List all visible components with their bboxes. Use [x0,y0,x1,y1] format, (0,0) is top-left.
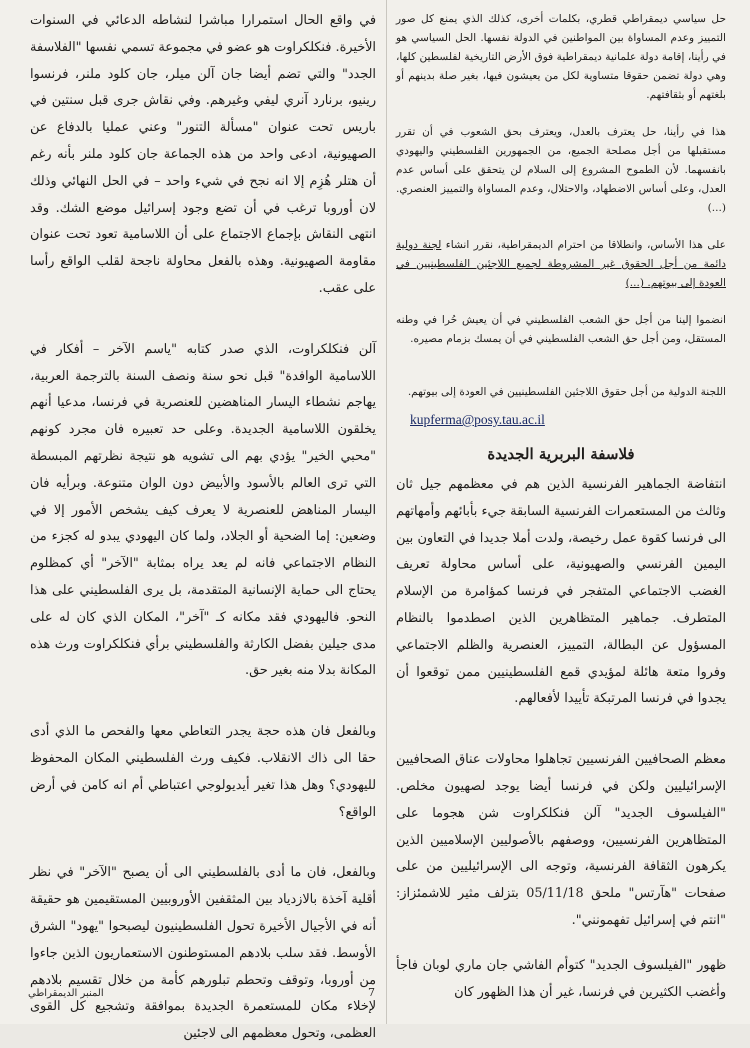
section-heading: فلاسفة البربرية الجديدة [487,445,635,463]
page-number: 7 [368,986,375,999]
left-paragraph-4: وبالفعل، فان ما أدى بالفلسطيني الى أن يصبح "الآخر" في نظر أقلية آخذة بالازدياد بين المثقفين الأوروبيين المستقيمين هو حقيقة أنه في الأجيال الأخيرة تحول الفلسطينيون ليصبحوا "يهود" الشرق الأوسط. فقد سلب بلادهم المستوطنون الاستعماريون الذين جاءوا من أوروبا، وتوقف وتحطم تبلورهم كأمة من خلال تقسيم بلادهم لإخلاء مكان للمستعمرة الجديدة بموافقة وتشجيع كل القوى العظمى، وتحول معظمهم الى لاجئين [30,865,376,1042]
left-paragraph-3: وبالفعل فان هذه حجة يجدر التعاطي معها والفحص ما الذي أدى حقا الى ذاك الانقلاب. فكيف ورث الفلسطيني المكان المحفوظ لليهودي؟ وهل هذا تغير أيديولوجي اعتباطي أم انه كامن في أرض الواقع؟ [30,724,376,820]
left-paragraph-2: آلن فنكلكراوت، الذي صدر كتابه "ياسم الآخر – أفكار في اللاسامية الوافدة" قبل نحو سنة ونصف السنة بالترجمة العربية، يهاجم نشطاء اليسار المناهضين للعنصرية في فرنسا، مدعيا أنهم يخلقون اللاسامية الجديدة. وعلى حد تعبيره فان مجرد كونهم "محبي الخير" يؤدي بهم الى تشويه هو نتيجة نظرتهم المبسطة التي ترى العالم بالأسود والأبيض دون الوان متنوعة. وبرأيه فان اليسار المناهض للعنصرية لا يعرف كيف يشخص الأمور إلا في وضعين: إما الضحية أو الجلاد، ولما كان اليهودي يبدو له كجزء من النظام الاجتماعي فانه لم يعد يراه بمثابة "الآخر" أي كمظلوم يحتاج الى حماية الإنسانية المتقدمة، بل يرى الفلسطيني على هذا النحو. فاليهودي فقد مكانه كـ "آخر"، المكان الذي كان له على مدى جيلين بفضل الكارثة والفلسطيني برأي فنكلكراوت ورث هذه المكانة بدلا منه بغير حق. [30,341,376,679]
right-paragraph-6: انتفاضة الجماهير الفرنسية الذين هم في معظمهم جيل ثان وثالث من المستعمرات الفرنسية السابقة جيء بأبائهم وأمهاتهم الى فرنسا كقوة عمل رخيصة، ولدت أملا جديدا في التعاون بين اليمين الفرنسي والصهيونية، على أساس محاولة تعريف الغضب الاجتماعي المتفجر في فرنسا كمؤامرة من الإسلام المتطرف. جماهير المتظاهرين الذين اصطدموا بالنظام المسؤول عن البطالة، التمييز، العنصرية والظلم الاجتماعي وفروا متعة هائلة لمؤيدي قمع الفلسطينيين ممن توقعوا أن يجدوا في فرنسا المرتبكة تأييدا لأفعالهم. [396,477,726,707]
right-paragraph-1: حل سياسي ديمقراطي قطري، بكلمات أخرى، كذلك الذي يمنع كل صور التمييز وعدم المساواة بين المواطنين في الدولة نفسها. الحل السياسي هو في رأينا، إقامة دولة علمانية ديمقراطية فوق الأرض التاريخية لفلسطين كلها، وهي دولة تضمن حقوقا متساوية لكل من يعيشون فيها، بغير صلة بدينهم أو بلغتهم أو بثقافتهم. [396,13,726,101]
right-paragraph-3-lead: على هذا الأساس، وانطلاقا من احترام الديمقراطية، نقرر انشاء [445,239,727,251]
right-paragraph-2: هذا في رأينا، حل يعترف بالعدل، ويعترف بحق الشعوب في أن تقرر مستقبلها من أجل مصلحة الجميع، من الجمهورين الفلسطيني واليهودي بانفسهما. لأن الطموح المشروع إلى السلام لن يتحقق على أساس عدم العدل، وعلى أساس الاضطهاد، والاحتلال، وعدم المساواة والتمييز العنصري. (...) [396,126,726,214]
left-paragraph-1: في واقع الحال استمرارا مباشرا لنشاطه الدعائي في السنوات الأخيرة. فنكلكراوت هو عضو في مجموعة تسمي نفسها "الفلاسفة الجدد" والتي تضم أيضا جان آلن ميلر، جان كلود ملنر، فرنسوا رينيو، برنارد آنري ليفي وغيرهم. وفي نقاش جرى قبل سنتين في باريس تحت عنوان "مسألة التنور" وعني عمليا بالدفاع عن الصهيونية، ادعى واحد من هذه الجماعة جان كلود ملنر بأنه رغم أن هتلر هُزِم إلا انه نجح في شيء واحد – في الحل النهائي وذلك لان أوروبا ترغب في أن تضع وجود إسرائيل موضع الشك. وقد انتهى النقاش بإجماع الاجتماع على أن اللاسامية تعود تحت عنوان مقاومة الصهيونية. وهذه بالفعل محاولة ناجحة لقلب الواقع رأسا على عقب. [30,13,376,296]
right-column [392,0,740,1024]
right-paragraph-3 [396,236,726,293]
committee-signature: اللجنة الدولية من أجل حقوق اللاجئين الفلسطينيين في العودة إلى بيوتهم. [407,386,726,398]
column-divider [386,0,387,1024]
publication-name: المنبر الديمقراطي [28,988,104,999]
right-paragraph-7: معظم الصحافيين الفرنسيين تجاهلوا محاولات عناق الصحافيين الإسرائيليين ولكن في فرنسا أيضا يوجد لصهيون مخلص. "الفيلسوف الجديد" آلن فنكلكراوت شن هجوما على المتظاهرين الفرنسيين، ووصفهم بالأصوليين الإسلاميين الذين يكرهون الثقافة الفرنسية، وتوجه الى الإسرائيليين من على صفحات "هآرتس" ملحق 05/11/18 بتزلف مثير للاشمئزاز: "انتم في إسرائيل تفهمونني". [396,752,726,928]
left-column [20,0,382,1042]
right-paragraph-4: انضموا إلينا من أجل حق الشعب الفلسطيني في أن يعيش حُرا في وطنه المستقل، ومن أجل حق الشعب الفلسطيني في أن يمسك بزمام مصيره. [396,314,726,345]
right-paragraph-8: ظهور "الفيلسوف الجديد" كتوأم الفاشي جان ماري لوبان فاجأ وأغضب الكثيرين في فرنسا، غير أن هذا الظهور كان [396,957,726,1000]
right-paragraph-3-underlined: لجنة دولية دائمة من أجل الحقوق غير المشروطة لجميع اللاجئين الفلسطينيين في العودة إلى بيوتهم. (...) [396,239,726,289]
contact-email-link[interactable]: kupferma@posy.tau.ac.il [410,412,545,427]
